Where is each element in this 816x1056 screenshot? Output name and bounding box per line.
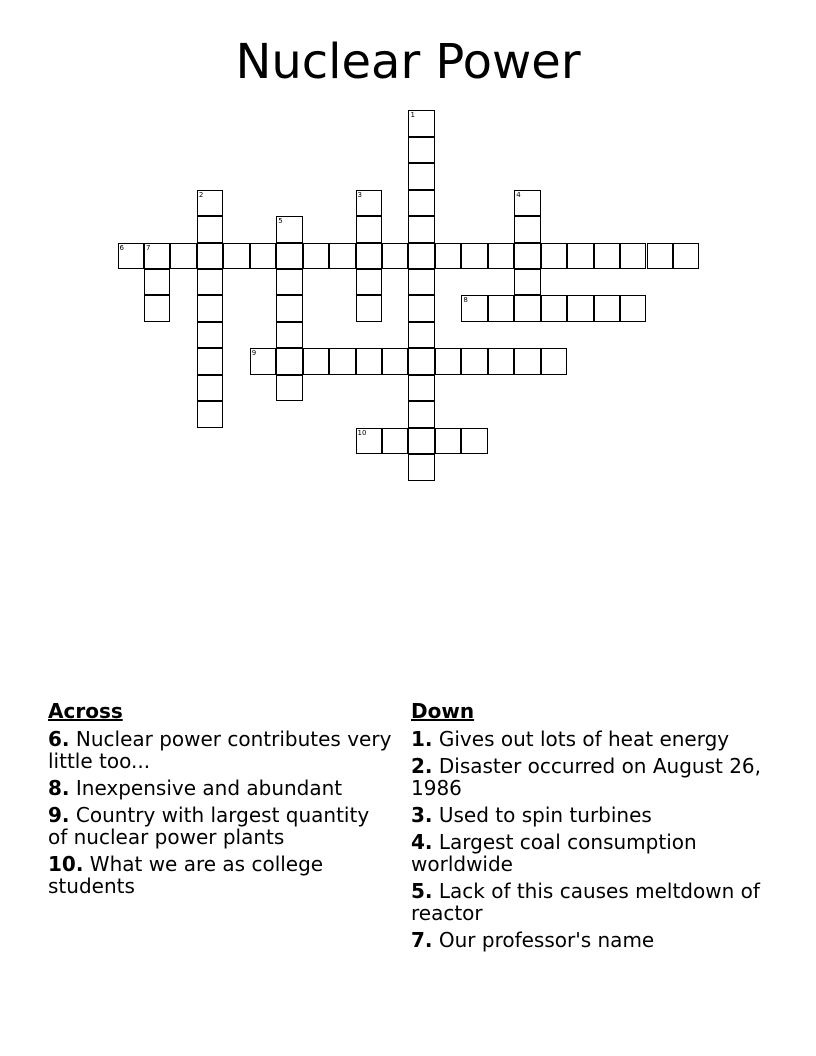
grid-cell[interactable]: [356, 295, 382, 321]
grid-cell[interactable]: [514, 243, 540, 269]
clue-text: Lack of this causes meltdown of reactor: [411, 879, 760, 925]
clue-text: Inexpensive and abundant: [75, 776, 343, 800]
cell-number: 6: [119, 243, 124, 252]
grid-cell[interactable]: [197, 216, 223, 242]
puzzle-title: Nuclear Power: [235, 34, 581, 90]
grid-cell[interactable]: [408, 295, 434, 321]
grid-cell[interactable]: [620, 295, 646, 321]
clue-number: 1.: [411, 727, 433, 751]
grid-cell[interactable]: [594, 243, 620, 269]
grid-cell[interactable]: [197, 269, 223, 295]
clue-down-7: [411, 929, 761, 951]
cell-number: 2: [198, 190, 204, 199]
grid-cell[interactable]: [408, 190, 434, 216]
grid-cell[interactable]: [197, 243, 223, 269]
grid-cell[interactable]: [514, 269, 540, 295]
grid-cell[interactable]: [276, 322, 302, 348]
grid-cell[interactable]: [356, 269, 382, 295]
clue-number: 4.: [411, 830, 433, 854]
grid-cell[interactable]: [488, 243, 514, 269]
cell-number: 4: [516, 190, 521, 199]
grid-cell[interactable]: [514, 295, 540, 321]
grid-cell[interactable]: [197, 348, 223, 374]
grid-cell[interactable]: [647, 243, 673, 269]
grid-cell[interactable]: [276, 243, 302, 269]
grid-cell[interactable]: [488, 295, 514, 321]
grid-cell[interactable]: [223, 243, 249, 269]
clue-number: 2.: [411, 754, 433, 778]
grid-cell[interactable]: [197, 375, 223, 401]
grid-cell[interactable]: [170, 243, 196, 269]
grid-cell[interactable]: [408, 243, 434, 269]
across-clues: [48, 700, 393, 902]
grid-cell[interactable]: [197, 190, 223, 216]
grid-cell[interactable]: [435, 428, 461, 454]
grid-cell[interactable]: [382, 428, 408, 454]
grid-cell[interactable]: [329, 348, 355, 374]
grid-cell[interactable]: [594, 295, 620, 321]
clue-text: Used to spin turbines: [438, 803, 652, 827]
grid-cell[interactable]: [144, 269, 170, 295]
grid-cell[interactable]: [408, 428, 434, 454]
grid-cell[interactable]: [541, 348, 567, 374]
crossword-grid: [0, 0, 816, 500]
grid-cell[interactable]: [435, 243, 461, 269]
cell-number: 10: [357, 428, 367, 437]
clue-across-6: [48, 728, 393, 772]
cell-number: 7: [145, 243, 151, 252]
clue-down-5: [411, 880, 761, 924]
clue-number: 10.: [48, 852, 84, 876]
clue-text: Disaster occurred on August 26, 1986: [411, 754, 761, 800]
grid-cell[interactable]: [514, 216, 540, 242]
clue-across-9: [48, 804, 393, 848]
clue-down-3: [411, 804, 761, 826]
down-clues: [411, 700, 761, 956]
grid-cell[interactable]: [144, 295, 170, 321]
grid-cell[interactable]: [488, 348, 514, 374]
clue-text: Country with largest quantity of nuclear power plants: [48, 803, 370, 849]
across-heading: Across: [48, 699, 123, 723]
grid-cell[interactable]: [673, 243, 699, 269]
clue-number: 8.: [48, 776, 70, 800]
grid-cell[interactable]: [408, 269, 434, 295]
grid-cell[interactable]: [303, 348, 329, 374]
clue-text: Our professor's name: [438, 928, 655, 952]
grid-cell[interactable]: [408, 401, 434, 427]
clue-text: What we are as college students: [48, 852, 324, 898]
grid-cell[interactable]: [276, 295, 302, 321]
clue-across-10: [48, 853, 393, 897]
grid-cell[interactable]: [356, 348, 382, 374]
grid-cell[interactable]: [408, 163, 434, 189]
grid-cell[interactable]: [408, 137, 434, 163]
clue-number: 9.: [48, 803, 70, 827]
grid-cell[interactable]: [435, 348, 461, 374]
clue-down-4: [411, 831, 761, 875]
cell-number: 1: [410, 111, 415, 120]
grid-cell[interactable]: [303, 243, 329, 269]
grid-cell[interactable]: [197, 295, 223, 321]
grid-cell[interactable]: [276, 269, 302, 295]
grid-cell[interactable]: [356, 428, 382, 454]
grid-cell[interactable]: [408, 322, 434, 348]
clue-number: 5.: [411, 879, 433, 903]
grid-cell[interactable]: [250, 348, 276, 374]
grid-cell[interactable]: [382, 348, 408, 374]
cell-number: 5: [278, 217, 283, 226]
grid-cell[interactable]: [461, 295, 487, 321]
grid-cell[interactable]: [408, 375, 434, 401]
grid-cell[interactable]: [461, 348, 487, 374]
clue-number: 7.: [411, 928, 433, 952]
grid-cell[interactable]: [356, 243, 382, 269]
grid-cell[interactable]: [567, 243, 593, 269]
grid-cell[interactable]: [250, 243, 276, 269]
cell-number: 9: [251, 349, 257, 358]
grid-cell[interactable]: [408, 348, 434, 374]
grid-cell[interactable]: [276, 216, 302, 242]
grid-cell[interactable]: [514, 190, 540, 216]
grid-cell[interactable]: [276, 375, 302, 401]
grid-cell[interactable]: [541, 295, 567, 321]
grid-cell[interactable]: [461, 243, 487, 269]
clue-number: 3.: [411, 803, 433, 827]
clue-down-2: [411, 755, 761, 799]
clue-down-1: [411, 728, 761, 750]
clue-across-8: [48, 777, 393, 799]
grid-cell[interactable]: [329, 243, 355, 269]
clue-text: Largest coal consumption worldwide: [411, 830, 697, 876]
grid-cell[interactable]: [118, 243, 144, 269]
grid-cell[interactable]: [197, 322, 223, 348]
grid-cell[interactable]: [356, 216, 382, 242]
cell-number: 3: [357, 190, 363, 199]
grid-cell[interactable]: [541, 243, 567, 269]
clue-text: Gives out lots of heat energy: [438, 727, 730, 751]
grid-cell[interactable]: [514, 348, 540, 374]
grid-cell[interactable]: [461, 428, 487, 454]
down-heading: Down: [411, 699, 475, 723]
cell-number: 8: [463, 296, 468, 305]
grid-cell[interactable]: [144, 243, 170, 269]
grid-cell[interactable]: [356, 190, 382, 216]
grid-cell[interactable]: [567, 295, 593, 321]
grid-cell[interactable]: [408, 110, 434, 136]
grid-cell[interactable]: [408, 454, 434, 480]
clue-number: 6.: [48, 727, 70, 751]
grid-cell[interactable]: [620, 243, 646, 269]
grid-cell[interactable]: [382, 243, 408, 269]
grid-cell[interactable]: [197, 401, 223, 427]
grid-cell[interactable]: [408, 216, 434, 242]
clue-text: Nuclear power contributes very little too...: [48, 727, 392, 773]
grid-cell[interactable]: [276, 348, 302, 374]
